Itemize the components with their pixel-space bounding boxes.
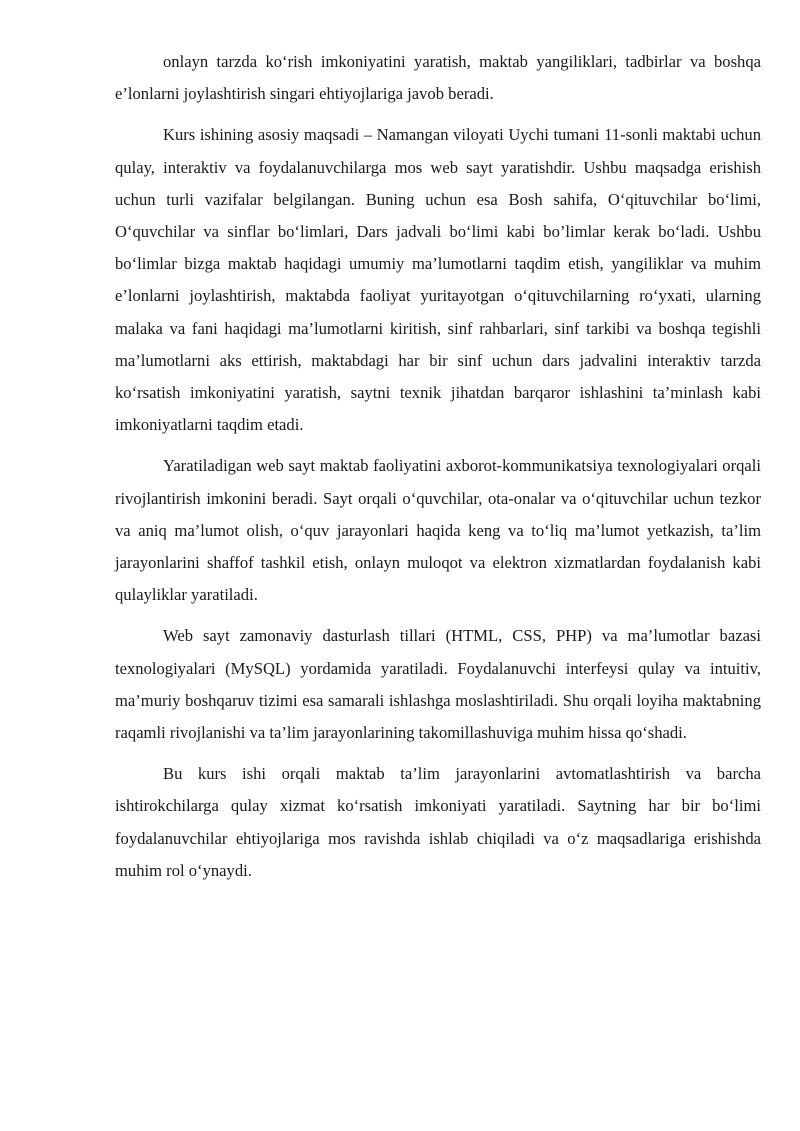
paragraph-website-benefits: Yaratiladigan web sayt maktab faoliyatini axborot-kommunikatsiya texnologiyalari orqali rivojlantirish imkonini beradi. Sayt orqali o‘quvchilar, ota-onalar va o‘qituvchilar uchun tezkor va aniq ma’lumot olish, o‘quv jarayonlari haqida keng va to‘liq ma’lumot yetkazish, ta’lim jarayonlarini shaffof tashkil etish, onlayn muloqot va elektron xizmatlardan foydalanish kabi qulayliklar yaratiladi. xyxy=(115,456,761,605)
paragraph-technologies: Web sayt zamonaviy dasturlash tillari (HTML, CSS, PHP) va ma’lumotlar bazasi texnologiyalari (MySQL) yordamida yaratiladi. Foydalanuvchi interfeysi qulay va intuitiv, ma’muriy boshqaruv tizimi esa samarali ishlashga moslashtiriladi. Shu orqali loyiha maktabning raqamli rivojlanishi va ta’lim jarayonlarining takomillashuviga muhim hissa qo‘shadi. xyxy=(115,626,761,743)
paragraph-continuation: onlayn tarzda ko‘rish imkoniyatini yaratish, maktab yangiliklari, tadbirlar va boshqa e’lonlarni joylashtirish singari ehtiyojlariga javob beradi. xyxy=(115,52,761,104)
paragraph-course-goal: Kurs ishining asosiy maqsadi – Namangan viloyati Uychi tumani 11-sonli maktabi uchun qulay, interaktiv va foydalanuvchilarga mos web sayt yaratishdir. Ushbu maqsadga erishish uchun turli vazifalar belgilangan. Buning uchun esa Bosh sahifa, O‘qituvchilar bo‘limi, O‘quvchilar va sinflar bo‘limlari, Dars jadvali bo‘limi kabi bo’limlar kerak bo‘ladi. Ushbu bo‘limlar bizga maktab haqidagi umumiy ma’lumotlarni taqdim etish, yangiliklar va muhim e’lonlarni joylashtirish, maktabda faoliyat yuritayotgan o‘qituvchilarning ro‘yxati, ularning malaka va fani haqidagi ma’lumotlarni kiritish, sinf rahbarlari, sinf tarkibi va boshqa tegishli ma’lumotlarni aks ettirish, maktabdagi har bir sinf uchun dars jadvalini interaktiv tarzda ko‘rsatish imkoniyatini yaratish, saytni texnik jihatdan barqaror ishlashini ta’minlash kabi imkoniyatlarni taqdim etadi. xyxy=(115,125,761,435)
document-page xyxy=(115,46,761,896)
paragraph-conclusion: Bu kurs ishi orqali maktab ta’lim jarayonlarini avtomatlashtirish va barcha ishtirokchilarga qulay xizmat ko‘rsatish imkoniyati yaratiladi. Saytning har bir bo‘limi foydalanuvchilar ehtiyojlariga mos ravishda ishlab chiqiladi va o‘z maqsadlariga erishishda muhim rol o‘ynaydi. xyxy=(115,764,761,880)
